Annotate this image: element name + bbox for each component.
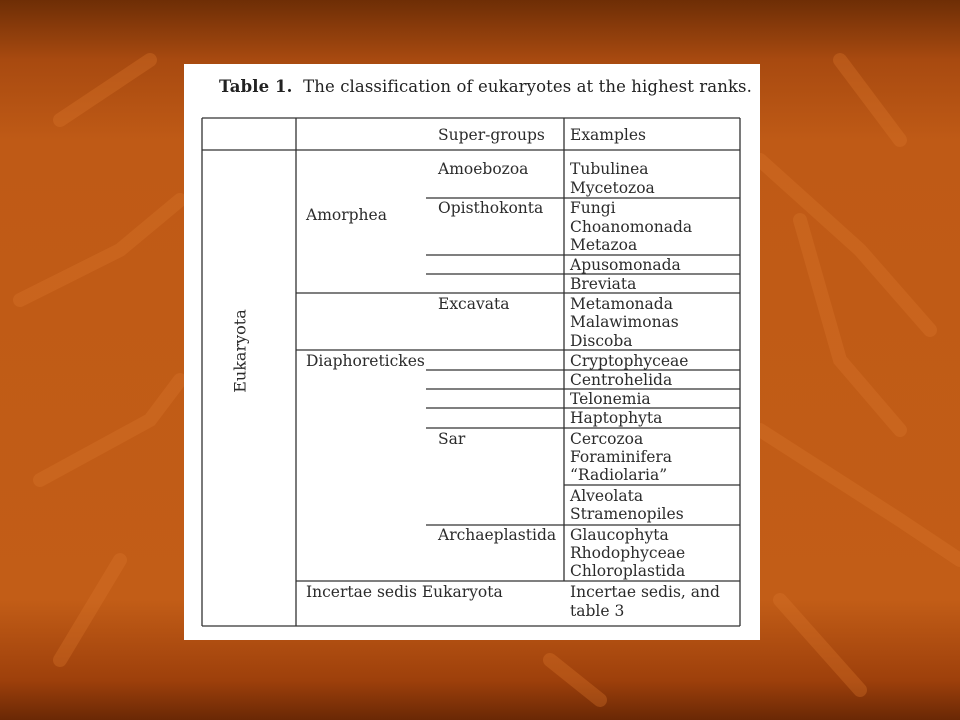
- example-chloroplastida: Chloroplastida: [570, 562, 686, 580]
- example-malawimonas: Malawimonas: [570, 313, 679, 331]
- supergroup-sar: Sar: [438, 430, 466, 448]
- example-radiolaria: “Radiolaria”: [570, 466, 668, 484]
- example-incertae-line2: table 3: [570, 602, 625, 620]
- example-apusomonada: Apusomonada: [570, 256, 681, 274]
- group-amorphea: Amorphea: [306, 206, 387, 224]
- example-haptophyta: Haptophyta: [570, 409, 663, 427]
- example-stramenopiles: Stramenopiles: [570, 505, 684, 523]
- example-centrohelida: Centrohelida: [570, 371, 673, 389]
- example-choanomonada: Choanomonada: [570, 218, 693, 236]
- example-discoba: Discoba: [570, 332, 633, 350]
- example-cryptophyceae: Cryptophyceae: [570, 352, 689, 370]
- group-incertae: Incertae sedis Eukaryota: [306, 583, 503, 601]
- supergroup-excavata: Excavata: [438, 295, 510, 313]
- supergroup-archaeplastida: Archaeplastida: [438, 526, 557, 544]
- example-tubulinea: Tubulinea: [570, 160, 649, 178]
- table-image: [184, 64, 760, 640]
- example-foraminifera: Foraminifera: [570, 448, 673, 466]
- example-rhodophyceae: Rhodophyceae: [570, 544, 686, 562]
- group-diaphoretickes: Diaphoretickes: [306, 352, 425, 370]
- example-cercozoa: Cercozoa: [570, 430, 644, 448]
- header-super-groups: Super-groups: [438, 126, 545, 144]
- header-examples: Examples: [570, 126, 647, 144]
- caption-label: Table 1.: [219, 77, 293, 96]
- supergroup-opisthokonta: Opisthokonta: [438, 199, 544, 217]
- example-mycetozoa: Mycetozoa: [570, 179, 655, 197]
- example-telonemia: Telonemia: [570, 390, 651, 408]
- example-fungi: Fungi: [570, 199, 616, 217]
- example-glaucophyta: Glaucophyta: [570, 526, 669, 544]
- domain-label: Eukaryota: [230, 309, 250, 393]
- example-metazoa: Metazoa: [570, 236, 638, 254]
- example-incertae-line1: Incertae sedis, and: [570, 583, 720, 601]
- example-alveolata: Alveolata: [570, 487, 644, 505]
- example-metamonada: Metamonada: [570, 295, 673, 313]
- supergroup-amoebozoa: Amoebozoa: [438, 160, 529, 178]
- caption-text: The classification of eukaryotes at the highest ranks.: [303, 77, 752, 96]
- example-breviata: Breviata: [570, 275, 637, 293]
